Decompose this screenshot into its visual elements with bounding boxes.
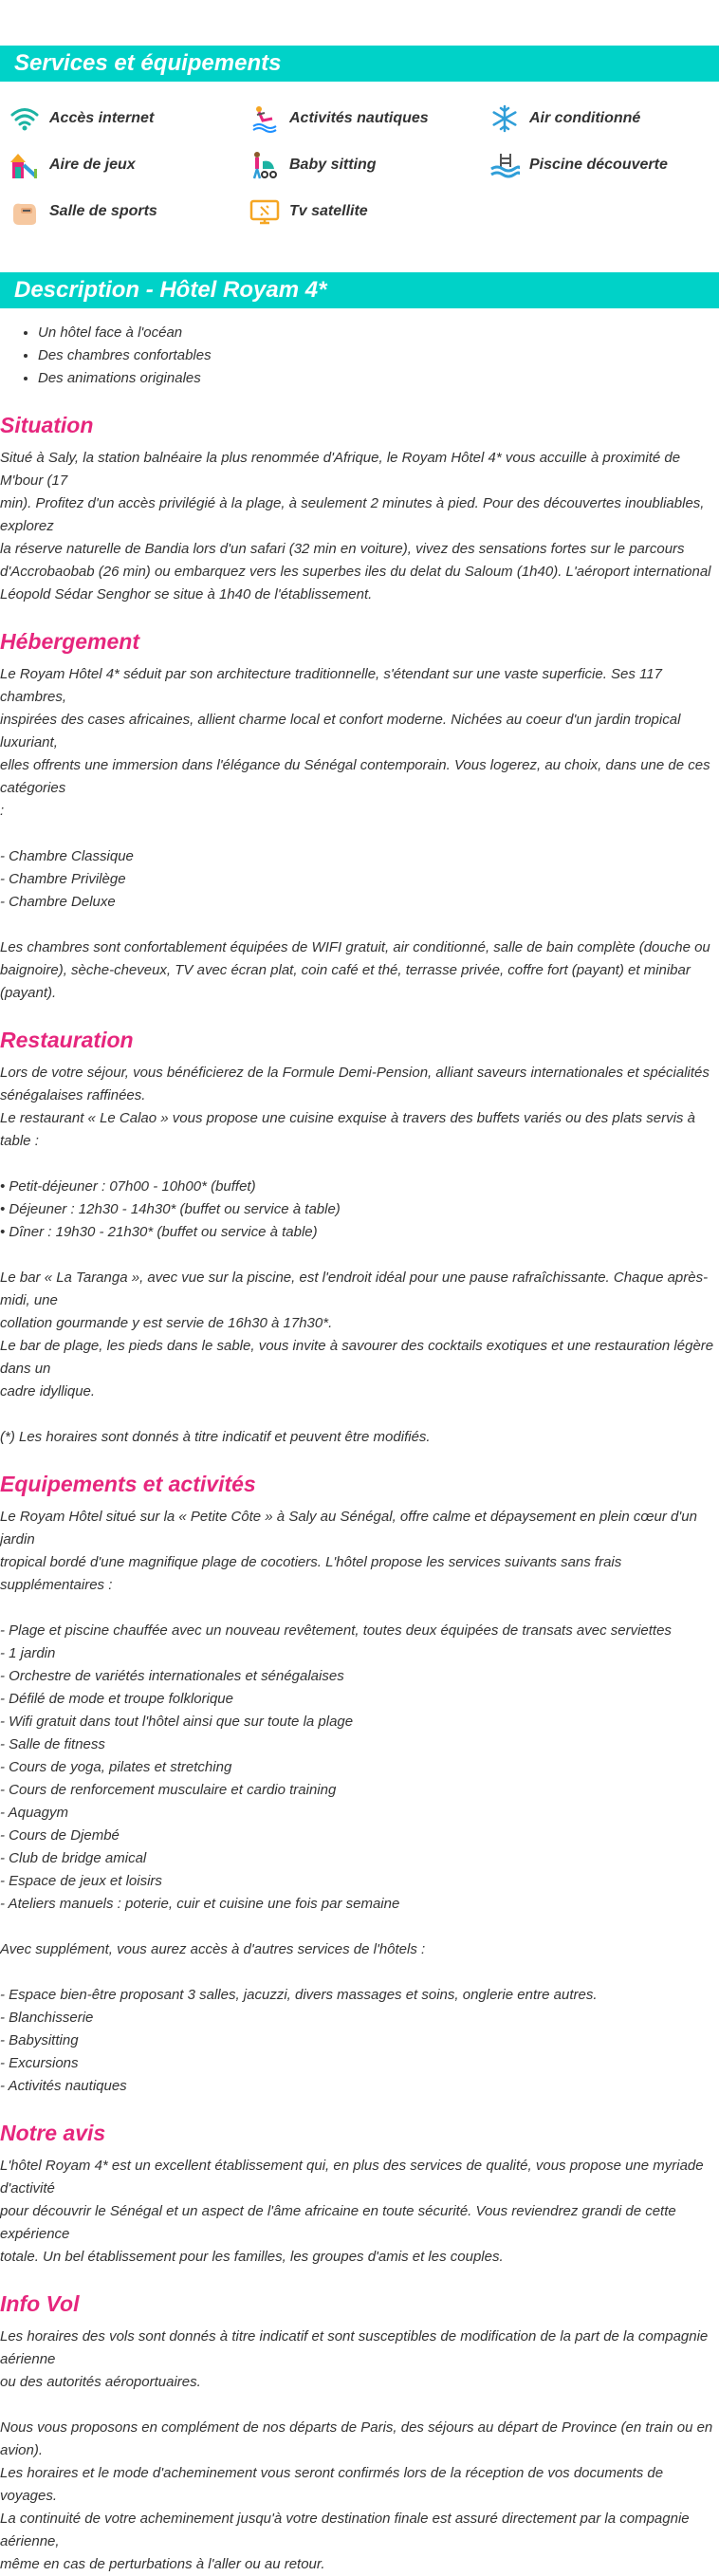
text-line: Léopold Sédar Senghor se situe à 1h40 de l'établissement.: [0, 586, 373, 602]
text-line: cadre idyllique.: [0, 1383, 96, 1399]
snowflake-icon: [489, 103, 520, 134]
text-line: - Excursions: [0, 2055, 79, 2071]
text-line: Le bar de plage, les pieds dans le sable, vous invite à savourer des cocktails exotiques et une restauration légère dans un: [0, 1338, 714, 1377]
text-line: - Blanchisserie: [0, 2010, 94, 2026]
text-line: Le restaurant « Le Calao » vous propose une cuisine exquise à travers des buffets variés ou des plats servis à table :: [0, 1110, 695, 1149]
section-hebergement: [0, 627, 719, 1005]
text-line: - Cours de Djembé: [0, 1827, 120, 1844]
description-banner: Description - Hôtel Royam 4*: [0, 272, 719, 308]
gym-icon: [9, 196, 40, 227]
text-line: Lors de votre séjour, vous bénéficierez de la Formule Demi-Pension, alliant saveurs internationales et spécialités: [0, 1065, 710, 1081]
text-line: baignoire), sèche-cheveux, TV avec écran plat, coin café et thé, terrasse privée, coffre fort (payant) et minibar (payant).: [0, 962, 691, 1001]
section-text: [0, 1062, 719, 1449]
service-label: Activités nautiques: [289, 109, 429, 126]
text-line: Nous vous proposons en complément de nos départs de Paris, des séjours au départ de Province (en train ou en avion).: [0, 2419, 713, 2458]
text-line: - Espace bien-être proposant 3 salles, jacuzzi, divers massages et soins, onglerie entre autres.: [0, 1987, 598, 2003]
text-line: min). Profitez d'un accès privilégié à la plage, à seulement 2 minutes à pied. Pour des découvertes inoubliables, explorez: [0, 495, 705, 534]
text-line: [0, 823, 719, 845]
text-line: totale. Un bel établissement pour les familles, les groupes d'amis et les couples.: [0, 2249, 504, 2265]
text-line: [0, 1916, 719, 1938]
text-line: Avec supplément, vous aurez accès à d'autres services de l'hôtels :: [0, 1941, 426, 1957]
text-line: La continuité de votre acheminement jusqu'à votre destination finale est assuré directement par la compagnie aérienne,: [0, 2511, 690, 2549]
text-line: - Salle de fitness: [0, 1736, 105, 1752]
section-avis: [0, 2119, 719, 2269]
section-title: Info Vol: [0, 2291, 80, 2316]
list-item: • Des chambres confortables: [38, 344, 719, 367]
text-line: [0, 914, 719, 936]
pool-icon: [489, 150, 520, 180]
section-title: Restauration: [0, 1028, 134, 1052]
text-line: [0, 1153, 719, 1176]
text-line: - Ateliers manuels : poterie, cuir et cuisine une fois par semaine: [0, 1896, 400, 1912]
text-line: elles offrents une immersion dans l'élégance du Sénégal contemporain. Vous logerez, au choix, dans une de ces catégories: [0, 757, 710, 796]
text-line: - Espace de jeux et loisirs: [0, 1873, 162, 1889]
section-title: Equipements et activités: [0, 1472, 256, 1496]
text-line: :: [0, 803, 5, 819]
section-title: Hébergement: [0, 629, 139, 654]
section-text: [0, 663, 719, 1005]
text-line: [0, 1403, 719, 1426]
service-label: Piscine découverte: [529, 156, 668, 173]
text-line: Le Royam Hôtel 4* séduit par son architecture traditionnelle, s'étendant sur une vaste superficie. Ses 117 chambres,: [0, 666, 662, 705]
highlights-list: [0, 322, 719, 390]
service-label: Air conditionné: [529, 109, 641, 126]
section-title: Notre avis: [0, 2121, 106, 2145]
service-air-conditioning: [489, 95, 719, 141]
service-tv: [249, 188, 489, 234]
text-line: [0, 1597, 719, 1620]
text-line: [0, 1961, 719, 1984]
text-line: Le bar « La Taranga », avec vue sur la piscine, est l'endroit idéal pour une pause rafraîchissante. Chaque après-midi, une: [0, 1269, 709, 1308]
text-line: - Cours de renforcement musculaire et cardio training: [0, 1782, 337, 1798]
section-text: [0, 1506, 719, 2098]
section-text: [0, 2155, 719, 2269]
text-line: ou des autorités aéroportuaires.: [0, 2374, 201, 2390]
section-text: [0, 2326, 719, 2576]
text-line: - 1 jardin: [0, 1645, 56, 1661]
tv-icon: [249, 196, 280, 227]
service-baby-sitting: [249, 141, 489, 188]
playground-icon: [9, 150, 40, 180]
list-item: • Un hôtel face à l'océan: [38, 322, 719, 344]
text-line: - Wifi gratuit dans tout l'hôtel ainsi que sur toute la plage: [0, 1714, 354, 1730]
text-line: • Déjeuner : 12h30 - 14h30* (buffet ou service à table): [0, 1201, 341, 1217]
section-text: [0, 447, 719, 606]
section-restauration: [0, 1026, 719, 1449]
service-label: Aire de jeux: [49, 156, 136, 173]
text-line: • Petit-déjeuner : 07h00 - 10h00* (buffet): [0, 1178, 256, 1195]
text-line: - Chambre Deluxe: [0, 894, 116, 910]
text-line: tropical bordé d'une magnifique plage de cocotiers. L'hôtel propose les services suivants sans frais supplémentaires :: [0, 1554, 622, 1593]
service-water-sports: [249, 95, 489, 141]
text-line: - Orchestre de variétés internationales et sénégalaises: [0, 1668, 344, 1684]
list-item: • Des animations originales: [38, 367, 719, 390]
text-line: la réserve naturelle de Bandia lors d'un safari (32 min en voiture), vivez des sensations fortes sur le parcours: [0, 541, 685, 557]
text-line: Les horaires des vols sont donnés à titre indicatif et sont susceptibles de modification de la part de la compagnie aérienne: [0, 2328, 709, 2367]
text-line: inspirées des cases africaines, allient charme local et confort moderne. Nichées au coeur d'un jardin tropical luxuriant,: [0, 712, 681, 751]
text-line: - Chambre Classique: [0, 848, 134, 864]
text-line: Les chambres sont confortablement équipées de WIFI gratuit, air conditionné, salle de bain complète (douche ou: [0, 939, 710, 955]
text-line: - Activités nautiques: [0, 2078, 127, 2094]
section-title: Situation: [0, 413, 94, 437]
text-line: - Défilé de mode et troupe folklorique: [0, 1691, 233, 1707]
service-pool: [489, 141, 719, 188]
services-grid: [0, 82, 719, 234]
services-banner: Services et équipements: [0, 46, 719, 82]
text-line: collation gourmande y est servie de 16h30 à 17h30*.: [0, 1315, 333, 1331]
section-equipements: [0, 1470, 719, 2098]
section-infovol: [0, 2289, 719, 2576]
service-label: Tv satellite: [289, 202, 368, 219]
text-line: - Chambre Privilège: [0, 871, 126, 887]
text-line: [0, 2394, 719, 2417]
text-line: L'hôtel Royam 4* est un excellent établissement qui, en plus des services de qualité, vous propose une myriade d'activité: [0, 2158, 704, 2196]
text-line: pour découvrir le Sénégal et un aspect de l'âme africaine en toute sécurité. Vous reviendrez grandi de cette expérience: [0, 2203, 676, 2242]
text-line: Le Royam Hôtel situé sur la « Petite Côte » à Saly au Sénégal, offre calme et dépaysement en plein cœur d'un jardin: [0, 1509, 697, 1547]
text-line: - Aquagym: [0, 1805, 68, 1821]
text-line: même en cas de perturbations à l'aller ou au retour.: [0, 2556, 325, 2572]
text-line: - Cours de yoga, pilates et stretching: [0, 1759, 232, 1775]
service-label: Accès internet: [49, 109, 155, 126]
service-gym: [9, 188, 249, 234]
section-situation: [0, 411, 719, 606]
text-line: • Dîner : 19h30 - 21h30* (buffet ou service à table): [0, 1224, 318, 1240]
text-line: Situé à Saly, la station balnéaire la plus renommée d'Afrique, le Royam Hôtel 4* vous accuille à proximité de M'bour (17: [0, 450, 681, 489]
text-line: [0, 1244, 719, 1267]
service-label: Salle de sports: [49, 202, 157, 219]
service-playground: [9, 141, 249, 188]
wifi-icon: [9, 103, 40, 134]
text-line: (*) Les horaires sont donnés à titre indicatif et peuvent être modifiés.: [0, 1429, 431, 1445]
text-line: sénégalaises raffinées.: [0, 1087, 146, 1103]
text-line: Les horaires et le mode d'acheminement vous seront confirmés lors de la réception de vos documents de voyages.: [0, 2465, 664, 2504]
text-line: - Plage et piscine chauffée avec un nouveau revêtement, toutes deux équipées de transats avec serviettes: [0, 1622, 672, 1639]
text-line: d'Accrobaobab (26 min) ou embarquez vers les superbes iles du delat du Saloum (1h40). L'aéroport international: [0, 564, 711, 580]
stroller-icon: [249, 150, 280, 180]
service-label: Baby sitting: [289, 156, 377, 173]
service-internet: [9, 95, 249, 141]
text-line: - Club de bridge amical: [0, 1850, 147, 1866]
text-line: - Babysitting: [0, 2032, 79, 2048]
water-sports-icon: [249, 103, 280, 134]
